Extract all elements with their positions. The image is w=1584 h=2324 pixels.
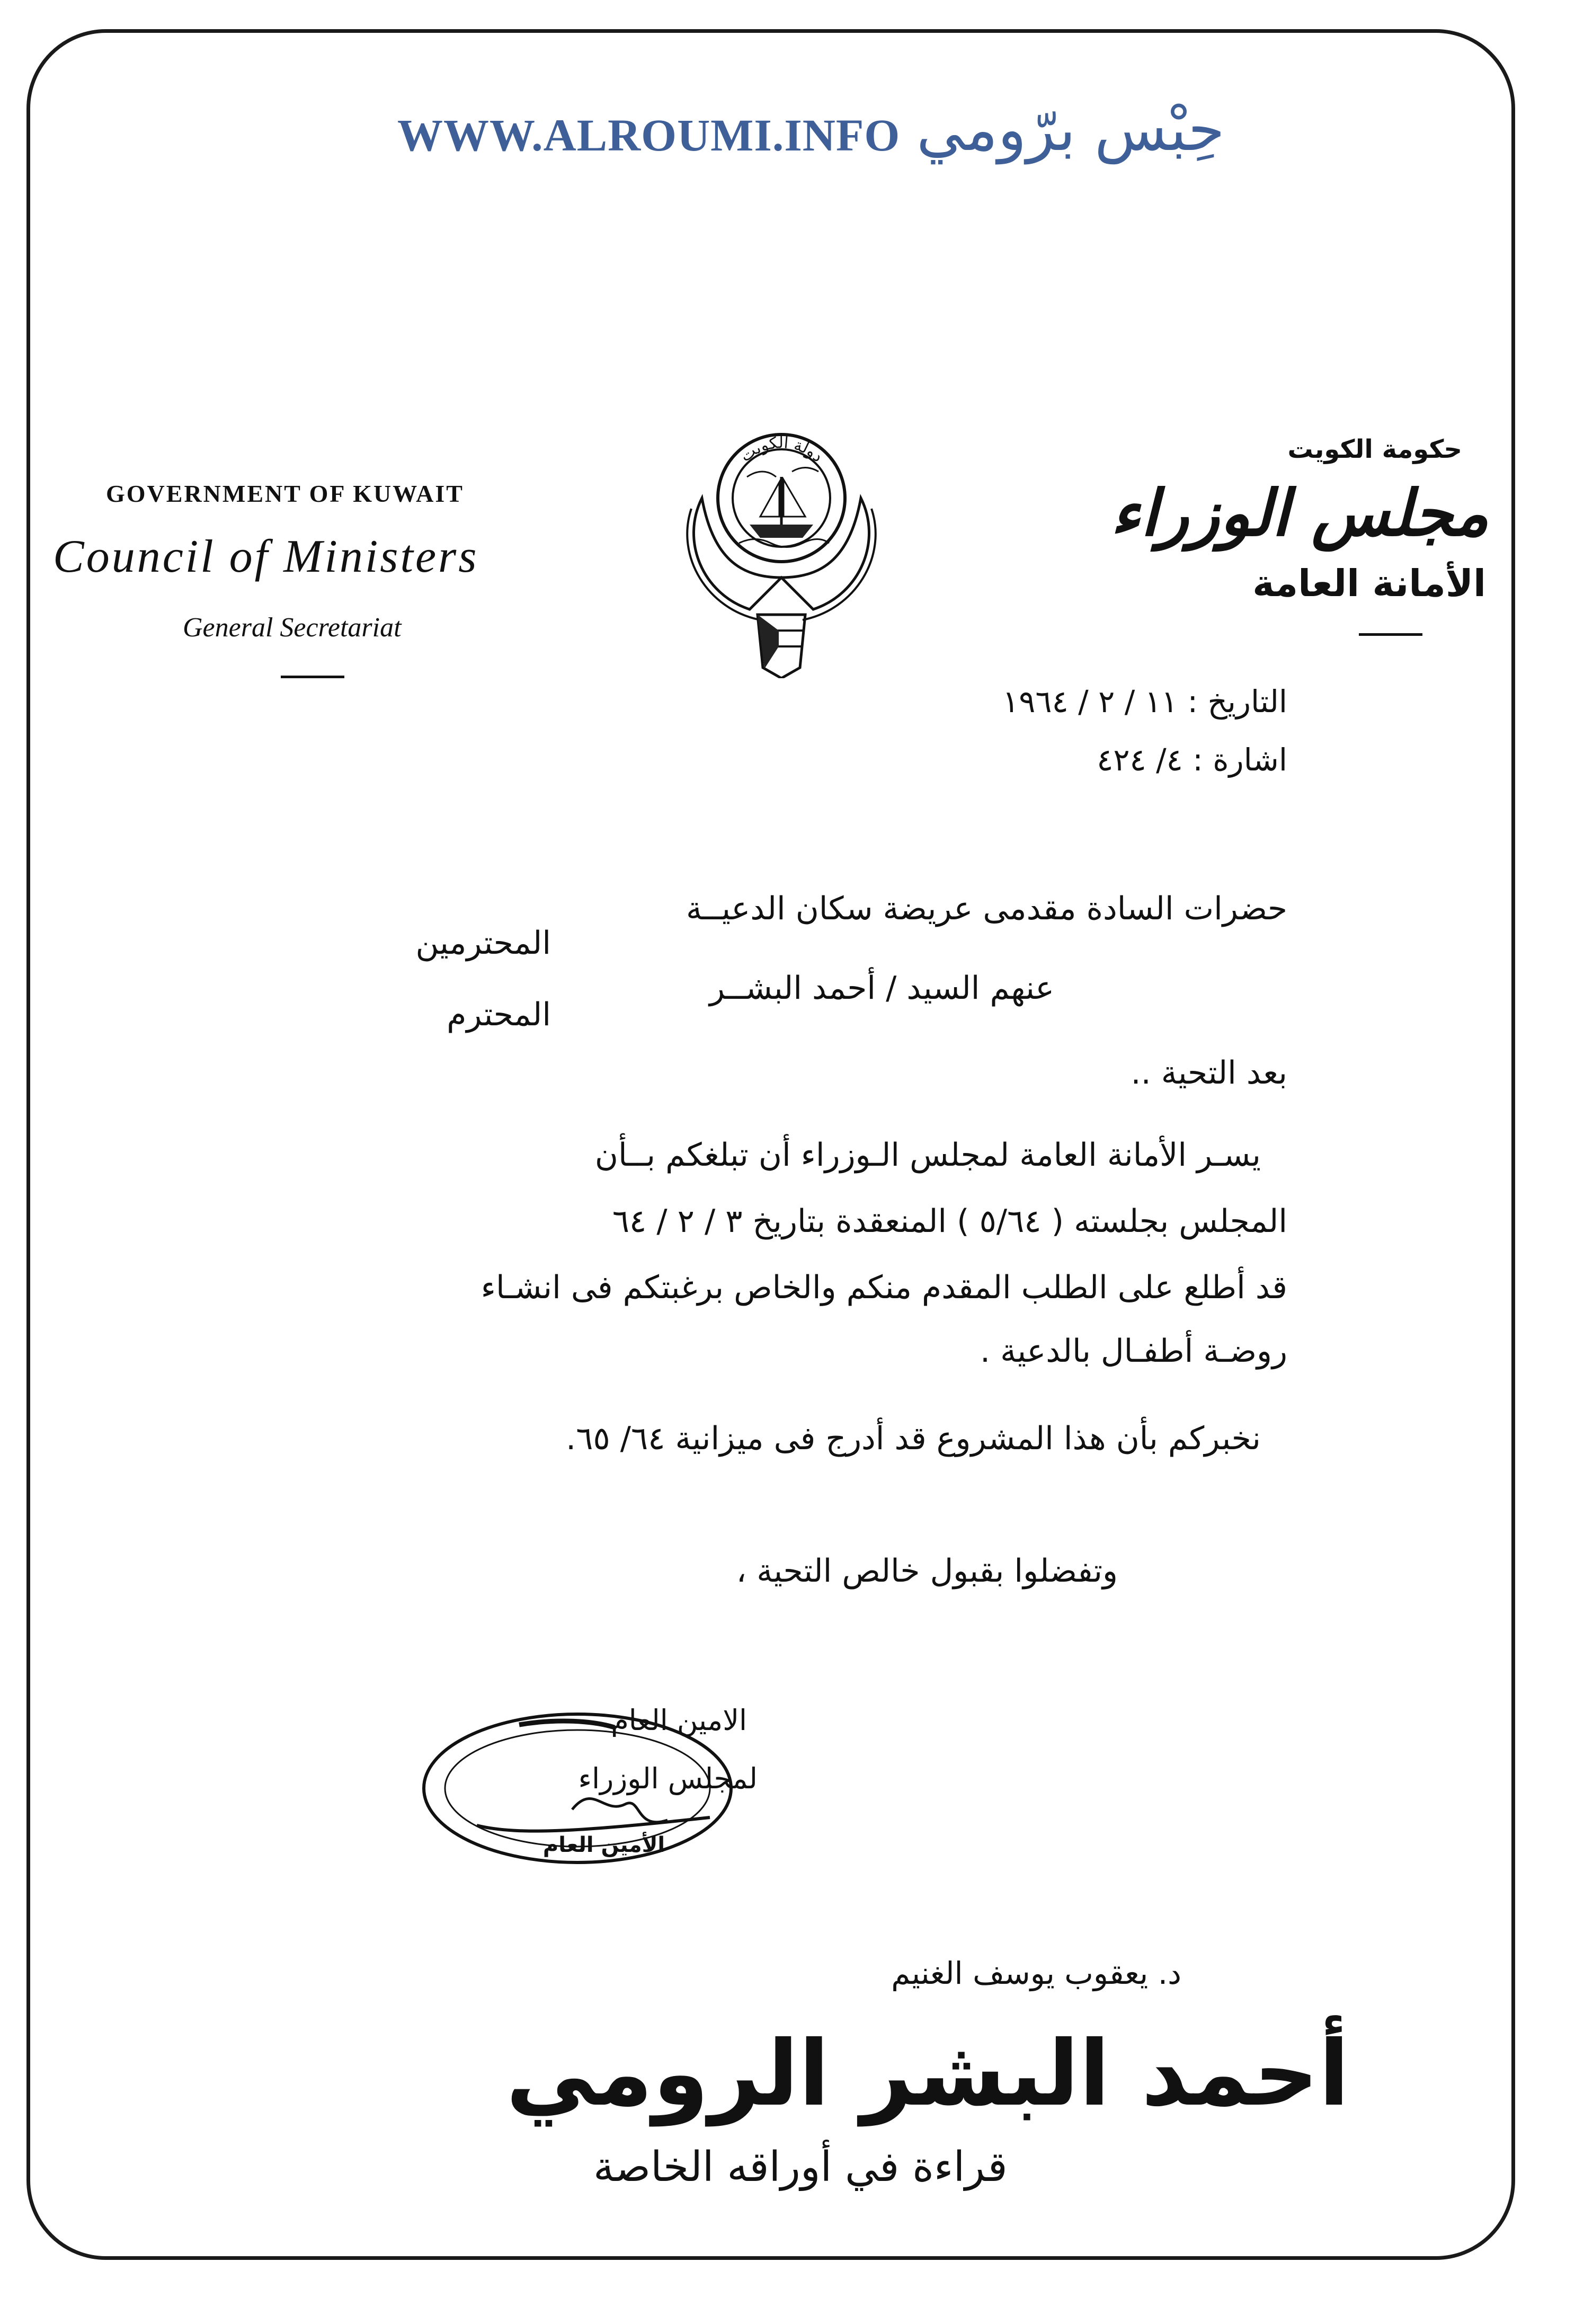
body-line-3: قد أطلع على الطلب المقدم منكم والخاص برغبتكم فى انشـاء	[480, 1269, 1287, 1306]
signatory-title-2: لمجلس الوزراء	[578, 1762, 758, 1795]
official-seal-stamp	[413, 1704, 742, 1873]
footer-book-subtitle: قراءة في أوراقه الخاصة	[593, 2143, 1008, 2191]
address-line-1: حضرات السادة مقدمى عريضة سكان الدعيــة	[686, 890, 1287, 927]
footer-book-title: أحمد البشر الرومي	[506, 2021, 1350, 2126]
author-name: د. يعقوب يوسف الغنيم	[891, 1955, 1181, 1991]
date-line	[1002, 684, 1287, 720]
body-paragraph-2: نخبركم بأن هذا المشروع قد أدرج فى ميزانية ٦٤/ ٦٥.	[566, 1420, 1261, 1457]
letterhead-government-en: GOVERNMENT OF KUWAIT	[106, 480, 464, 507]
seal-inscription: الأمين العام	[542, 1833, 665, 1857]
letterhead-secretariat-ar: الأمانة العامة	[1252, 562, 1486, 605]
closing-line: وتفضلوا بقبول خالص التحية ،	[736, 1553, 1118, 1590]
greeting: بعد التحية ..	[1131, 1054, 1287, 1092]
address-honorific-2: المحترم	[447, 996, 551, 1033]
address-line-2: عنهم السيد / أحمد البشــر	[709, 970, 1054, 1007]
letterhead-rule-en	[281, 676, 344, 678]
emblem-inscription: دولة الكويت	[736, 433, 827, 466]
site-watermark: WWW.ALROUMI.INFO	[397, 110, 901, 161]
letterhead-secretariat-en: General Secretariat	[183, 613, 402, 643]
letterhead-rule-ar	[1359, 633, 1422, 636]
date-value: ١١ / ٢ / ١٩٦٤	[1002, 684, 1178, 720]
letterhead-council-en: Council of Ministers	[53, 531, 479, 582]
signatory-title-1: الامين العام	[611, 1704, 747, 1737]
address-honorific-1: المحترمين	[415, 925, 551, 962]
reference-line	[1097, 742, 1287, 778]
body-line-4: روضـة أطفـال بالدعية .	[980, 1333, 1287, 1370]
date-label: التاريخ :	[1187, 684, 1287, 720]
svg-text:دولة الكويت	[737, 433, 827, 466]
letterhead-council-ar: مجلس الوزراء	[1110, 477, 1489, 551]
reference-value: ٤/ ٤٢٤	[1097, 742, 1183, 778]
kuwait-emblem-icon	[670, 419, 893, 678]
body-line-2: المجلس بجلسته ( ٥/٦٤ ) المنعقدة بتاريخ ٣ / ٢ / ٦٤	[612, 1203, 1287, 1240]
body-line-1: يسـر الأمانة العامة لمجلس الـوزراء أن تبلغكم بــأن	[594, 1137, 1261, 1174]
letterhead-government-ar: حكومة الكويت	[1287, 434, 1462, 464]
reference-label: اشارة :	[1193, 742, 1287, 778]
site-watermark-arabic: حِبْس برّومي	[916, 95, 1225, 164]
